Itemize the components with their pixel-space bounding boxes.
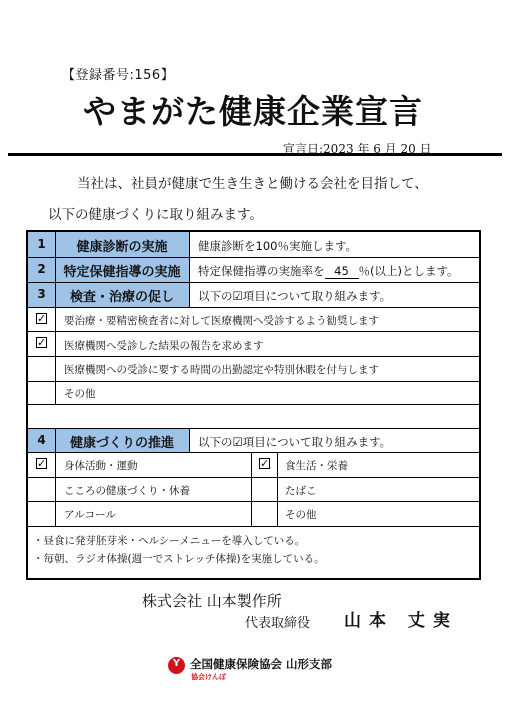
intro-line-2: 以下の健康づくりに取り組みます。 bbox=[48, 207, 263, 223]
row-divider bbox=[28, 307, 479, 308]
row-3-number: 3 bbox=[37, 287, 46, 301]
row-2-description bbox=[198, 263, 459, 279]
intro-line-1: 当社は、社員が健康で生き生きと働ける会社を目指して、 bbox=[77, 176, 428, 192]
declaration-date: 宣言日:2023 年 6 月 20 日 bbox=[283, 142, 432, 156]
row-divider bbox=[28, 257, 479, 258]
section4-right-2-label: たばこ bbox=[285, 485, 317, 497]
association-subtitle: 協会けんぽ bbox=[191, 673, 226, 681]
row-2-number: 2 bbox=[37, 262, 46, 276]
checkbox-section4-right-1[interactable]: ✓ bbox=[260, 457, 270, 470]
section3-item-3-label: 医療機関への受診に要する時間の出勤認定や特別休暇を付与します bbox=[64, 364, 379, 376]
company-name: 株式会社 山本製作所 bbox=[142, 592, 282, 610]
row-1-number: 1 bbox=[37, 237, 46, 251]
row-1-description: 健康診断を100％実施します。 bbox=[198, 239, 358, 253]
row-3-heading: 検査・治療の促し bbox=[69, 290, 174, 305]
registration-number: 【登録番号:156】 bbox=[62, 68, 175, 83]
row-divider bbox=[28, 477, 479, 478]
section3-item-2-label: 医療機関へ受診した結果の報告を求めます bbox=[64, 340, 264, 352]
rate-value[interactable]: 45 bbox=[325, 264, 359, 279]
row-divider bbox=[28, 404, 479, 405]
checkbox-section3-item-2[interactable]: ✓ bbox=[37, 336, 47, 349]
col-divider bbox=[55, 452, 56, 526]
col-divider bbox=[277, 452, 278, 526]
section4-right-3-label: その他 bbox=[285, 509, 317, 521]
checkbox-section3-item-1[interactable]: ✓ bbox=[37, 312, 47, 325]
row-2-heading: 特定保健指導の実施 bbox=[63, 265, 181, 280]
section3-item-1-label: 要治療・要精密検査者に対して医療機関へ受診するよう勧奨します bbox=[64, 315, 379, 327]
section4-left-1-label: 身体活動・運動 bbox=[64, 460, 138, 472]
declaration-table bbox=[26, 230, 481, 580]
row-4-number: 4 bbox=[37, 433, 46, 447]
col-divider bbox=[251, 452, 252, 526]
row-4-description: 以下の☑項目について取り組みます。 bbox=[198, 435, 392, 449]
section4-left-2-label: こころの健康づくり・休養 bbox=[64, 485, 190, 497]
row-divider bbox=[28, 381, 479, 382]
rate-suffix: ％(以上)とします。 bbox=[358, 264, 459, 278]
representative-name: 山本 丈実 bbox=[344, 611, 458, 631]
col-divider bbox=[55, 232, 56, 308]
page-title: やまがた健康企業宣言 bbox=[83, 92, 423, 131]
kyokai-kenpo-logo-icon: Y bbox=[168, 657, 185, 674]
row-3-description: 以下の☑項目について取り組みます。 bbox=[198, 289, 392, 303]
section4-left-3-label: アルコール bbox=[64, 509, 116, 521]
row-divider bbox=[28, 428, 479, 429]
row-1-heading: 健康診断の実施 bbox=[76, 240, 168, 255]
col-divider bbox=[189, 232, 190, 308]
row-4-heading: 健康づくりの推進 bbox=[69, 436, 174, 451]
representative-title: 代表取締役 bbox=[245, 616, 311, 631]
section4-right-1-label: 食生活・栄養 bbox=[285, 460, 348, 472]
row-divider bbox=[28, 282, 479, 283]
col-divider bbox=[55, 428, 56, 452]
section3-item-4-label: その他 bbox=[64, 388, 96, 400]
checkbox-section4-left-1[interactable]: ✓ bbox=[37, 457, 47, 470]
title-divider bbox=[8, 153, 502, 156]
row-divider bbox=[28, 501, 479, 502]
row-divider bbox=[28, 526, 479, 527]
row-divider bbox=[28, 331, 479, 332]
note-2: ・毎朝、ラジオ体操(週一でストレッチ体操)を実施している。 bbox=[33, 553, 325, 565]
rate-label: 特定保健指導の実施率を bbox=[198, 264, 325, 278]
row-divider bbox=[28, 356, 479, 357]
note-1: ・昼食に発芽胚芽米・ヘルシーメニューを導入している。 bbox=[33, 535, 306, 547]
col-divider bbox=[189, 428, 190, 452]
col-divider bbox=[55, 308, 56, 405]
association-name: 全国健康保険協会 山形支部 bbox=[190, 657, 333, 671]
row-divider bbox=[28, 452, 479, 453]
